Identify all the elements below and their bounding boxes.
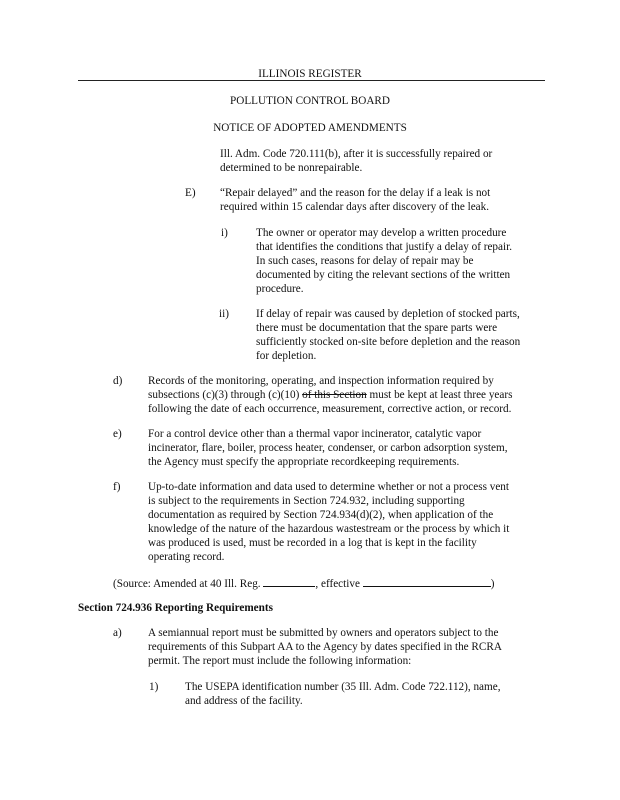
item-f-line: documentation as required by Section 724.934(d)(2), when application of the <box>148 509 494 521</box>
register-title: ILLINOIS REGISTER <box>258 68 362 80</box>
source-prefix: (Source: Amended at 40 Ill. Reg. <box>113 578 264 590</box>
item-e-line: the Agency must specify the appropriate recordkeeping requirements. <box>148 456 460 468</box>
item-a-line: requirements of this Subpart AA to the Agency by dates specified in the RCRA <box>148 641 502 653</box>
effective-blank <box>363 575 491 587</box>
header-rule <box>78 80 545 81</box>
item-f-line: operating record. <box>148 551 225 563</box>
item-a-line: permit. The report must include the following information: <box>148 655 412 667</box>
item-1-marker: 1) <box>149 681 159 693</box>
item-ii-line: sufficiently stocked on-site before depletion and the reason <box>256 336 521 348</box>
item-E-marker: E) <box>185 187 196 199</box>
item-i-line: The owner or operator may develop a written procedure <box>256 227 507 239</box>
item-1-line: and address of the facility. <box>185 695 303 707</box>
item-e-line: For a control device other than a thermal vapor incinerator, catalytic vapor <box>148 428 482 440</box>
item-d-line: Records of the monitoring, operating, and inspection information required by <box>148 375 494 387</box>
section-heading: Section 724.936 Reporting Requirements <box>78 602 273 614</box>
item-1-line: The USEPA identification number (35 Ill. Adm. Code 722.112), name, <box>185 681 501 693</box>
item-e-marker: e) <box>113 428 122 440</box>
source-suffix: ) <box>490 578 495 590</box>
item-f-line: knowledge of the nature of the hazardous wastestream or the process by which it <box>148 523 510 535</box>
item-i-line: documented by citing the relevant sections of the written <box>256 269 511 281</box>
item-f-line: is subject to the requirements in Section 724.932, including supporting <box>148 495 465 507</box>
item-d-marker: d) <box>113 375 123 387</box>
source-mid: , effective <box>315 578 363 590</box>
item-E-line: “Repair delayed” and the reason for the delay if a leak is not <box>220 187 491 199</box>
item-ii-line: there must be documentation that the spare parts were <box>256 322 498 334</box>
cont-line: determined to be nonrepairable. <box>220 162 363 174</box>
item-d-text: must be kept at least three years <box>366 389 513 401</box>
cont-line: Ill. Adm. Code 720.111(b), after it is successfully repaired or <box>220 148 493 160</box>
item-f-line: Up-to-date information and data used to determine whether or not a process vent <box>148 481 509 493</box>
item-ii-marker: ii) <box>219 308 229 320</box>
board-title: POLLUTION CONTROL BOARD <box>230 95 390 107</box>
item-i-line: procedure. <box>256 283 304 295</box>
item-i-line: that identifies the conditions that justify a delay of repair. <box>256 241 513 253</box>
item-i-marker: i) <box>221 227 228 239</box>
reg-blank <box>263 575 315 587</box>
source-note <box>113 575 494 591</box>
notice-title: NOTICE OF ADOPTED AMENDMENTS <box>213 122 407 134</box>
item-a-marker: a) <box>113 627 122 639</box>
item-E-line: required within 15 calendar days after discovery of the leak. <box>220 201 490 213</box>
item-d-line: following the date of each occurrence, measurement, corrective action, or record. <box>148 403 512 415</box>
item-ii-line: for depletion. <box>256 350 317 362</box>
item-i-line: In such cases, reasons for delay of repair may be <box>256 255 474 267</box>
item-d-text: subsections (c)(3) through (c)(10) <box>148 389 300 401</box>
item-f-marker: f) <box>113 481 121 493</box>
item-d-line <box>148 388 512 402</box>
deleted-text: of this Section <box>302 389 367 401</box>
item-ii-line: If delay of repair was caused by depletion of stocked parts, <box>256 308 520 320</box>
item-a-line: A semiannual report must be submitted by owners and operators subject to the <box>148 627 499 639</box>
item-f-line: was produced is used, must be recorded in a log that is kept in the facility <box>148 537 477 549</box>
item-e-line: incinerator, flare, boiler, process heater, condenser, or carbon adsorption system, <box>148 442 508 454</box>
